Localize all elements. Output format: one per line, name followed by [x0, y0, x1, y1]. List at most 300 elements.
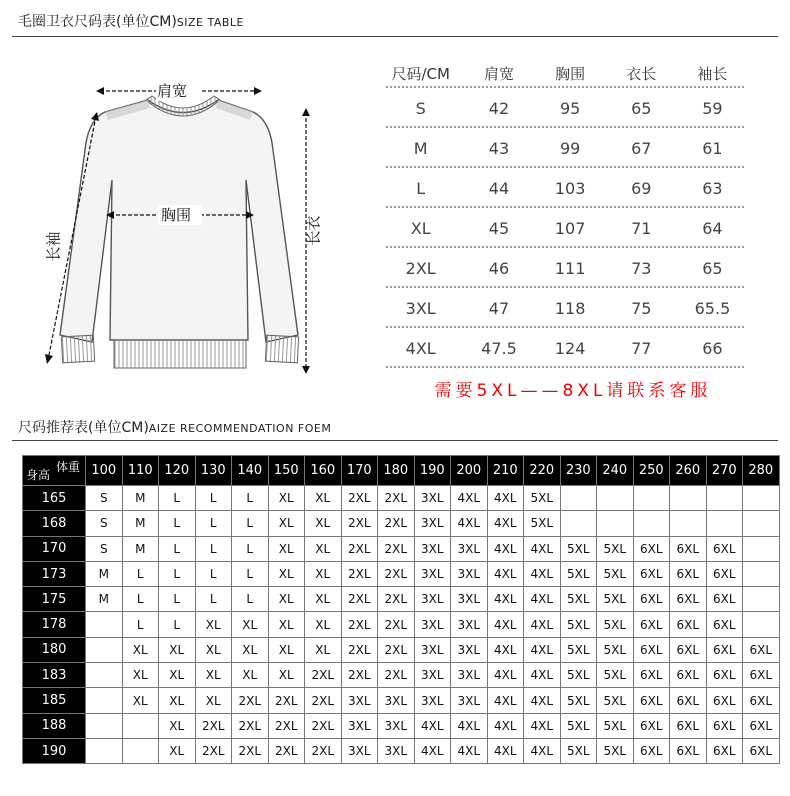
corner-cell — [23, 456, 86, 486]
size-cell: XL — [159, 637, 196, 662]
size-value: 77 — [631, 338, 652, 358]
size-label: XL — [410, 218, 431, 238]
recommendation-title-en: AIZE RECOMMENDATION FOEM — [148, 422, 332, 435]
size-cell: 2XL — [268, 738, 305, 763]
size-cell: 5XL — [597, 612, 634, 637]
size-cell: 5XL — [560, 637, 597, 662]
size-table-title-en: SIZE TABLE — [176, 16, 245, 29]
size-cell: 5XL — [597, 663, 634, 688]
size-cell: 6XL — [706, 637, 743, 662]
table-row — [23, 561, 780, 586]
header-cell: 胸围 — [555, 64, 586, 83]
size-cell: S — [86, 536, 123, 561]
size-cell — [86, 612, 123, 637]
size-cell: 3XL — [414, 663, 451, 688]
header-cell: 袖长 — [697, 64, 728, 83]
size-cell: 6XL — [706, 713, 743, 738]
size-cell: 6XL — [743, 713, 780, 738]
size-cell — [670, 486, 707, 511]
height-header: 190 — [23, 738, 86, 763]
size-cell — [743, 536, 780, 561]
size-cell: XL — [159, 688, 196, 713]
size-cell: 5XL — [597, 536, 634, 561]
weight-header: 120 — [159, 456, 196, 486]
weight-header: 240 — [597, 456, 634, 486]
size-label: 3XL — [405, 298, 436, 318]
size-cell: 5XL — [560, 663, 597, 688]
size-cell: 2XL — [378, 637, 415, 662]
size-cell: 4XL — [524, 561, 561, 586]
size-cell: XL — [305, 561, 342, 586]
size-value: 118 — [554, 298, 586, 318]
size-row — [378, 168, 748, 208]
size-cell: XL — [305, 511, 342, 536]
size-cell: M — [122, 486, 159, 511]
size-cell: XL — [305, 637, 342, 662]
size-cell: 6XL — [633, 688, 670, 713]
size-cell: 6XL — [743, 738, 780, 763]
size-cell: XL — [305, 486, 342, 511]
size-cell: 4XL — [414, 738, 451, 763]
size-value: 71 — [631, 218, 652, 238]
size-value: 75 — [631, 298, 652, 318]
size-cell: L — [159, 486, 196, 511]
size-cell: 3XL — [451, 561, 488, 586]
size-cell: 2XL — [378, 561, 415, 586]
size-cell — [743, 561, 780, 586]
weight-header: 180 — [378, 456, 415, 486]
size-value: 103 — [554, 178, 586, 198]
size-cell: XL — [305, 536, 342, 561]
size-cell: XL — [232, 612, 269, 637]
size-cell: 6XL — [670, 713, 707, 738]
size-cell — [743, 612, 780, 637]
size-cell: 6XL — [706, 663, 743, 688]
dotted-divider — [386, 366, 744, 368]
size-cell: XL — [122, 663, 159, 688]
size-value: 45 — [488, 218, 510, 238]
size-cell: XL — [268, 587, 305, 612]
size-cell: 5XL — [597, 688, 634, 713]
size-cell: XL — [195, 612, 232, 637]
size-cell: L — [195, 561, 232, 586]
table-row — [23, 713, 780, 738]
size-cell: 6XL — [670, 637, 707, 662]
size-cell: 3XL — [414, 612, 451, 637]
size-cell: XL — [268, 536, 305, 561]
size-label: S — [415, 98, 426, 118]
size-cell: XL — [195, 663, 232, 688]
size-cell: 4XL — [487, 637, 524, 662]
size-cell: 4XL — [487, 663, 524, 688]
size-cell: XL — [195, 688, 232, 713]
size-value: 99 — [559, 138, 581, 158]
size-cell: 3XL — [451, 536, 488, 561]
size-cell: 5XL — [597, 561, 634, 586]
table-row — [23, 738, 780, 763]
size-cell: 2XL — [341, 612, 378, 637]
size-cell — [743, 587, 780, 612]
size-cell: 3XL — [414, 561, 451, 586]
header-cell: 尺码/CM — [391, 64, 450, 83]
recommendation-title — [18, 417, 331, 437]
size-value: 107 — [554, 218, 586, 238]
size-value: 69 — [631, 178, 652, 198]
size-cell: XL — [268, 612, 305, 637]
size-cell: 3XL — [414, 486, 451, 511]
size-cell: 6XL — [633, 738, 670, 763]
size-cell — [633, 511, 670, 536]
height-header: 170 — [23, 536, 86, 561]
size-cell: 2XL — [305, 688, 342, 713]
size-cell: L — [232, 561, 269, 586]
size-cell: 5XL — [597, 637, 634, 662]
size-cell — [86, 688, 123, 713]
table-row — [23, 511, 780, 536]
header-cell: 衣长 — [626, 64, 657, 83]
size-cell: L — [159, 612, 196, 637]
size-cell — [597, 486, 634, 511]
size-cell: 4XL — [451, 738, 488, 763]
size-cell: 3XL — [414, 637, 451, 662]
size-cell: 6XL — [706, 612, 743, 637]
size-cell: 2XL — [268, 713, 305, 738]
size-row — [378, 208, 748, 248]
size-table-header — [378, 58, 748, 88]
size-cell — [122, 713, 159, 738]
weight-header: 190 — [414, 456, 451, 486]
size-cell — [122, 738, 159, 763]
size-cell: 5XL — [560, 713, 597, 738]
weight-header: 170 — [341, 456, 378, 486]
size-cell — [743, 486, 780, 511]
size-cell: 4XL — [524, 536, 561, 561]
size-cell: 4XL — [487, 738, 524, 763]
size-cell: XL — [268, 511, 305, 536]
size-cell: L — [159, 587, 196, 612]
size-cell: 2XL — [305, 713, 342, 738]
divider — [12, 36, 778, 37]
size-cell: XL — [268, 663, 305, 688]
size-row — [378, 128, 748, 168]
size-cell: 6XL — [633, 612, 670, 637]
contact-service-note: 需要5XL——8XL请联系客服 — [434, 381, 712, 401]
size-cell — [706, 486, 743, 511]
sweater-illustration — [38, 70, 328, 390]
size-cell — [670, 511, 707, 536]
size-cell: 2XL — [341, 587, 378, 612]
weight-header: 220 — [524, 456, 561, 486]
size-cell: 5XL — [560, 561, 597, 586]
size-cell: 6XL — [633, 536, 670, 561]
size-label: M — [413, 138, 428, 158]
size-cell: L — [232, 536, 269, 561]
size-cell: 3XL — [341, 688, 378, 713]
size-cell: 4XL — [451, 486, 488, 511]
size-cell: 5XL — [560, 612, 597, 637]
height-header: 168 — [23, 511, 86, 536]
size-cell: 6XL — [706, 738, 743, 763]
height-header: 183 — [23, 663, 86, 688]
size-cell: 3XL — [378, 688, 415, 713]
weight-header: 270 — [706, 456, 743, 486]
table-row — [23, 536, 780, 561]
table-row — [23, 486, 780, 511]
size-cell: 6XL — [743, 663, 780, 688]
shoulder-label: 肩宽 — [157, 82, 188, 100]
size-cell: 3XL — [414, 688, 451, 713]
size-value: 43 — [488, 138, 510, 158]
size-cell: 6XL — [633, 713, 670, 738]
size-cell: XL — [122, 688, 159, 713]
size-cell: 6XL — [670, 536, 707, 561]
size-label: 4XL — [405, 338, 436, 358]
size-cell: 4XL — [414, 713, 451, 738]
size-cell: 2XL — [305, 663, 342, 688]
size-cell: 4XL — [487, 612, 524, 637]
size-cell: L — [122, 587, 159, 612]
size-cell: M — [86, 587, 123, 612]
size-cell: L — [159, 536, 196, 561]
size-cell: 3XL — [378, 713, 415, 738]
size-cell: 6XL — [670, 688, 707, 713]
size-cell: 6XL — [670, 587, 707, 612]
size-cell: L — [122, 561, 159, 586]
size-row — [378, 288, 748, 328]
recommendation-table — [22, 455, 780, 764]
size-cell — [86, 663, 123, 688]
size-value: 73 — [631, 258, 652, 278]
size-value: 44 — [488, 178, 510, 198]
size-value: 65 — [702, 258, 723, 278]
size-cell: XL — [232, 637, 269, 662]
size-cell: L — [159, 561, 196, 586]
size-cell: 5XL — [560, 587, 597, 612]
size-value: 63 — [702, 178, 723, 198]
size-table — [378, 58, 748, 368]
size-cell: 4XL — [524, 738, 561, 763]
size-cell: XL — [122, 637, 159, 662]
size-cell: 2XL — [341, 637, 378, 662]
size-cell: 3XL — [451, 587, 488, 612]
header-cell: 肩宽 — [483, 64, 514, 83]
size-cell: 5XL — [597, 738, 634, 763]
size-cell: L — [159, 511, 196, 536]
size-cell: 2XL — [378, 587, 415, 612]
weight-header: 130 — [195, 456, 232, 486]
size-cell: XL — [268, 561, 305, 586]
size-value: 61 — [702, 138, 723, 158]
size-cell: S — [86, 486, 123, 511]
size-cell — [86, 637, 123, 662]
size-cell: 5XL — [560, 536, 597, 561]
size-cell — [86, 738, 123, 763]
size-cell: 6XL — [633, 561, 670, 586]
size-cell: 5XL — [597, 713, 634, 738]
size-cell: 2XL — [378, 663, 415, 688]
size-cell: 3XL — [451, 663, 488, 688]
weight-header: 100 — [86, 456, 123, 486]
size-cell: XL — [268, 486, 305, 511]
size-cell: 2XL — [378, 486, 415, 511]
size-cell — [560, 486, 597, 511]
height-axis-label: 身高 — [26, 468, 51, 482]
size-cell: XL — [305, 587, 342, 612]
size-cell: 6XL — [706, 561, 743, 586]
size-table-title — [18, 11, 244, 31]
height-header: 188 — [23, 713, 86, 738]
chest-label: 胸围 — [161, 206, 192, 224]
size-cell: XL — [159, 738, 196, 763]
table-row — [23, 688, 780, 713]
size-cell: 5XL — [524, 511, 561, 536]
size-cell: 5XL — [560, 738, 597, 763]
size-cell: 3XL — [414, 536, 451, 561]
size-cell: L — [195, 536, 232, 561]
height-header: 175 — [23, 587, 86, 612]
size-cell: 6XL — [670, 738, 707, 763]
size-table-body — [378, 88, 748, 368]
size-cell: S — [86, 511, 123, 536]
size-cell: 6XL — [706, 536, 743, 561]
size-cell: 4XL — [524, 587, 561, 612]
size-table-title-cn: 毛圈卫衣尺码表(单位CM) — [18, 14, 177, 30]
size-cell: 6XL — [633, 637, 670, 662]
size-value: 59 — [702, 98, 723, 118]
size-value: 95 — [559, 98, 581, 118]
weight-header: 140 — [232, 456, 269, 486]
size-value: 67 — [631, 138, 652, 158]
size-cell: 6XL — [670, 561, 707, 586]
size-cell: 3XL — [414, 587, 451, 612]
weight-header: 250 — [633, 456, 670, 486]
size-cell: 3XL — [451, 612, 488, 637]
height-header: 185 — [23, 688, 86, 713]
size-cell: 2XL — [195, 713, 232, 738]
weight-header: 230 — [560, 456, 597, 486]
size-cell: L — [232, 587, 269, 612]
size-cell: 6XL — [670, 663, 707, 688]
size-cell — [633, 486, 670, 511]
divider — [12, 440, 778, 441]
size-cell: 2XL — [341, 536, 378, 561]
size-value: 124 — [554, 338, 586, 358]
size-cell: XL — [195, 637, 232, 662]
size-cell: 2XL — [378, 511, 415, 536]
weight-header: 200 — [451, 456, 488, 486]
table-row — [23, 663, 780, 688]
height-header: 165 — [23, 486, 86, 511]
size-row — [378, 328, 748, 368]
size-cell: M — [122, 536, 159, 561]
size-value: 47.5 — [481, 338, 517, 358]
size-value: 47 — [488, 298, 510, 318]
size-cell: 2XL — [341, 511, 378, 536]
size-cell: 6XL — [633, 663, 670, 688]
size-cell: 2XL — [268, 688, 305, 713]
size-value: 111 — [554, 258, 586, 278]
size-cell: 2XL — [232, 688, 269, 713]
size-cell: 2XL — [195, 738, 232, 763]
height-header: 180 — [23, 637, 86, 662]
size-cell: XL — [232, 663, 269, 688]
size-cell: 2XL — [341, 486, 378, 511]
size-cell: 4XL — [524, 637, 561, 662]
size-cell: XL — [159, 663, 196, 688]
size-cell: L — [195, 511, 232, 536]
size-cell: 2XL — [232, 713, 269, 738]
size-cell: XL — [305, 612, 342, 637]
size-value: 66 — [702, 338, 723, 358]
size-cell: 3XL — [451, 688, 488, 713]
size-label: 2XL — [405, 258, 436, 278]
size-cell: 5XL — [524, 486, 561, 511]
size-cell: 6XL — [743, 688, 780, 713]
size-cell: 6XL — [633, 587, 670, 612]
weight-header-row — [23, 456, 780, 486]
size-cell: M — [86, 561, 123, 586]
size-cell — [706, 511, 743, 536]
weight-header: 210 — [487, 456, 524, 486]
size-cell: 5XL — [597, 587, 634, 612]
size-cell: L — [195, 486, 232, 511]
length-label: 长衣 — [304, 215, 323, 246]
size-cell: 4XL — [487, 511, 524, 536]
size-value: 42 — [488, 98, 510, 118]
size-cell: 4XL — [524, 663, 561, 688]
size-cell: 4XL — [487, 688, 524, 713]
size-cell: 3XL — [341, 713, 378, 738]
size-cell: 4XL — [487, 486, 524, 511]
weight-axis-label: 体重 — [55, 460, 80, 474]
size-row — [378, 248, 748, 288]
size-cell: L — [195, 587, 232, 612]
table-row — [23, 612, 780, 637]
size-value: 65.5 — [694, 298, 731, 318]
recommendation-title-cn: 尺码推荐表(单位CM) — [18, 420, 149, 436]
size-cell: 2XL — [232, 738, 269, 763]
size-cell: M — [122, 511, 159, 536]
size-cell: 2XL — [341, 561, 378, 586]
size-cell: 4XL — [524, 612, 561, 637]
weight-header: 260 — [670, 456, 707, 486]
size-cell — [560, 511, 597, 536]
size-cell — [597, 511, 634, 536]
size-cell: 6XL — [706, 587, 743, 612]
size-cell: 6XL — [670, 612, 707, 637]
size-value: 64 — [702, 218, 723, 238]
size-cell: XL — [159, 713, 196, 738]
size-cell: 4XL — [487, 713, 524, 738]
weight-header: 160 — [305, 456, 342, 486]
size-cell: L — [232, 511, 269, 536]
size-cell: 4XL — [487, 587, 524, 612]
size-cell: 2XL — [378, 612, 415, 637]
weight-header: 110 — [122, 456, 159, 486]
size-cell: L — [122, 612, 159, 637]
size-cell: 4XL — [487, 561, 524, 586]
size-cell: 4XL — [451, 713, 488, 738]
size-cell: 2XL — [341, 663, 378, 688]
size-cell: L — [232, 486, 269, 511]
size-value: 65 — [631, 98, 652, 118]
table-row — [23, 637, 780, 662]
size-cell: 4XL — [487, 536, 524, 561]
size-label: L — [416, 178, 426, 198]
weight-header: 280 — [743, 456, 780, 486]
sleeve-label: 长袖 — [44, 231, 63, 262]
size-cell: 5XL — [560, 688, 597, 713]
